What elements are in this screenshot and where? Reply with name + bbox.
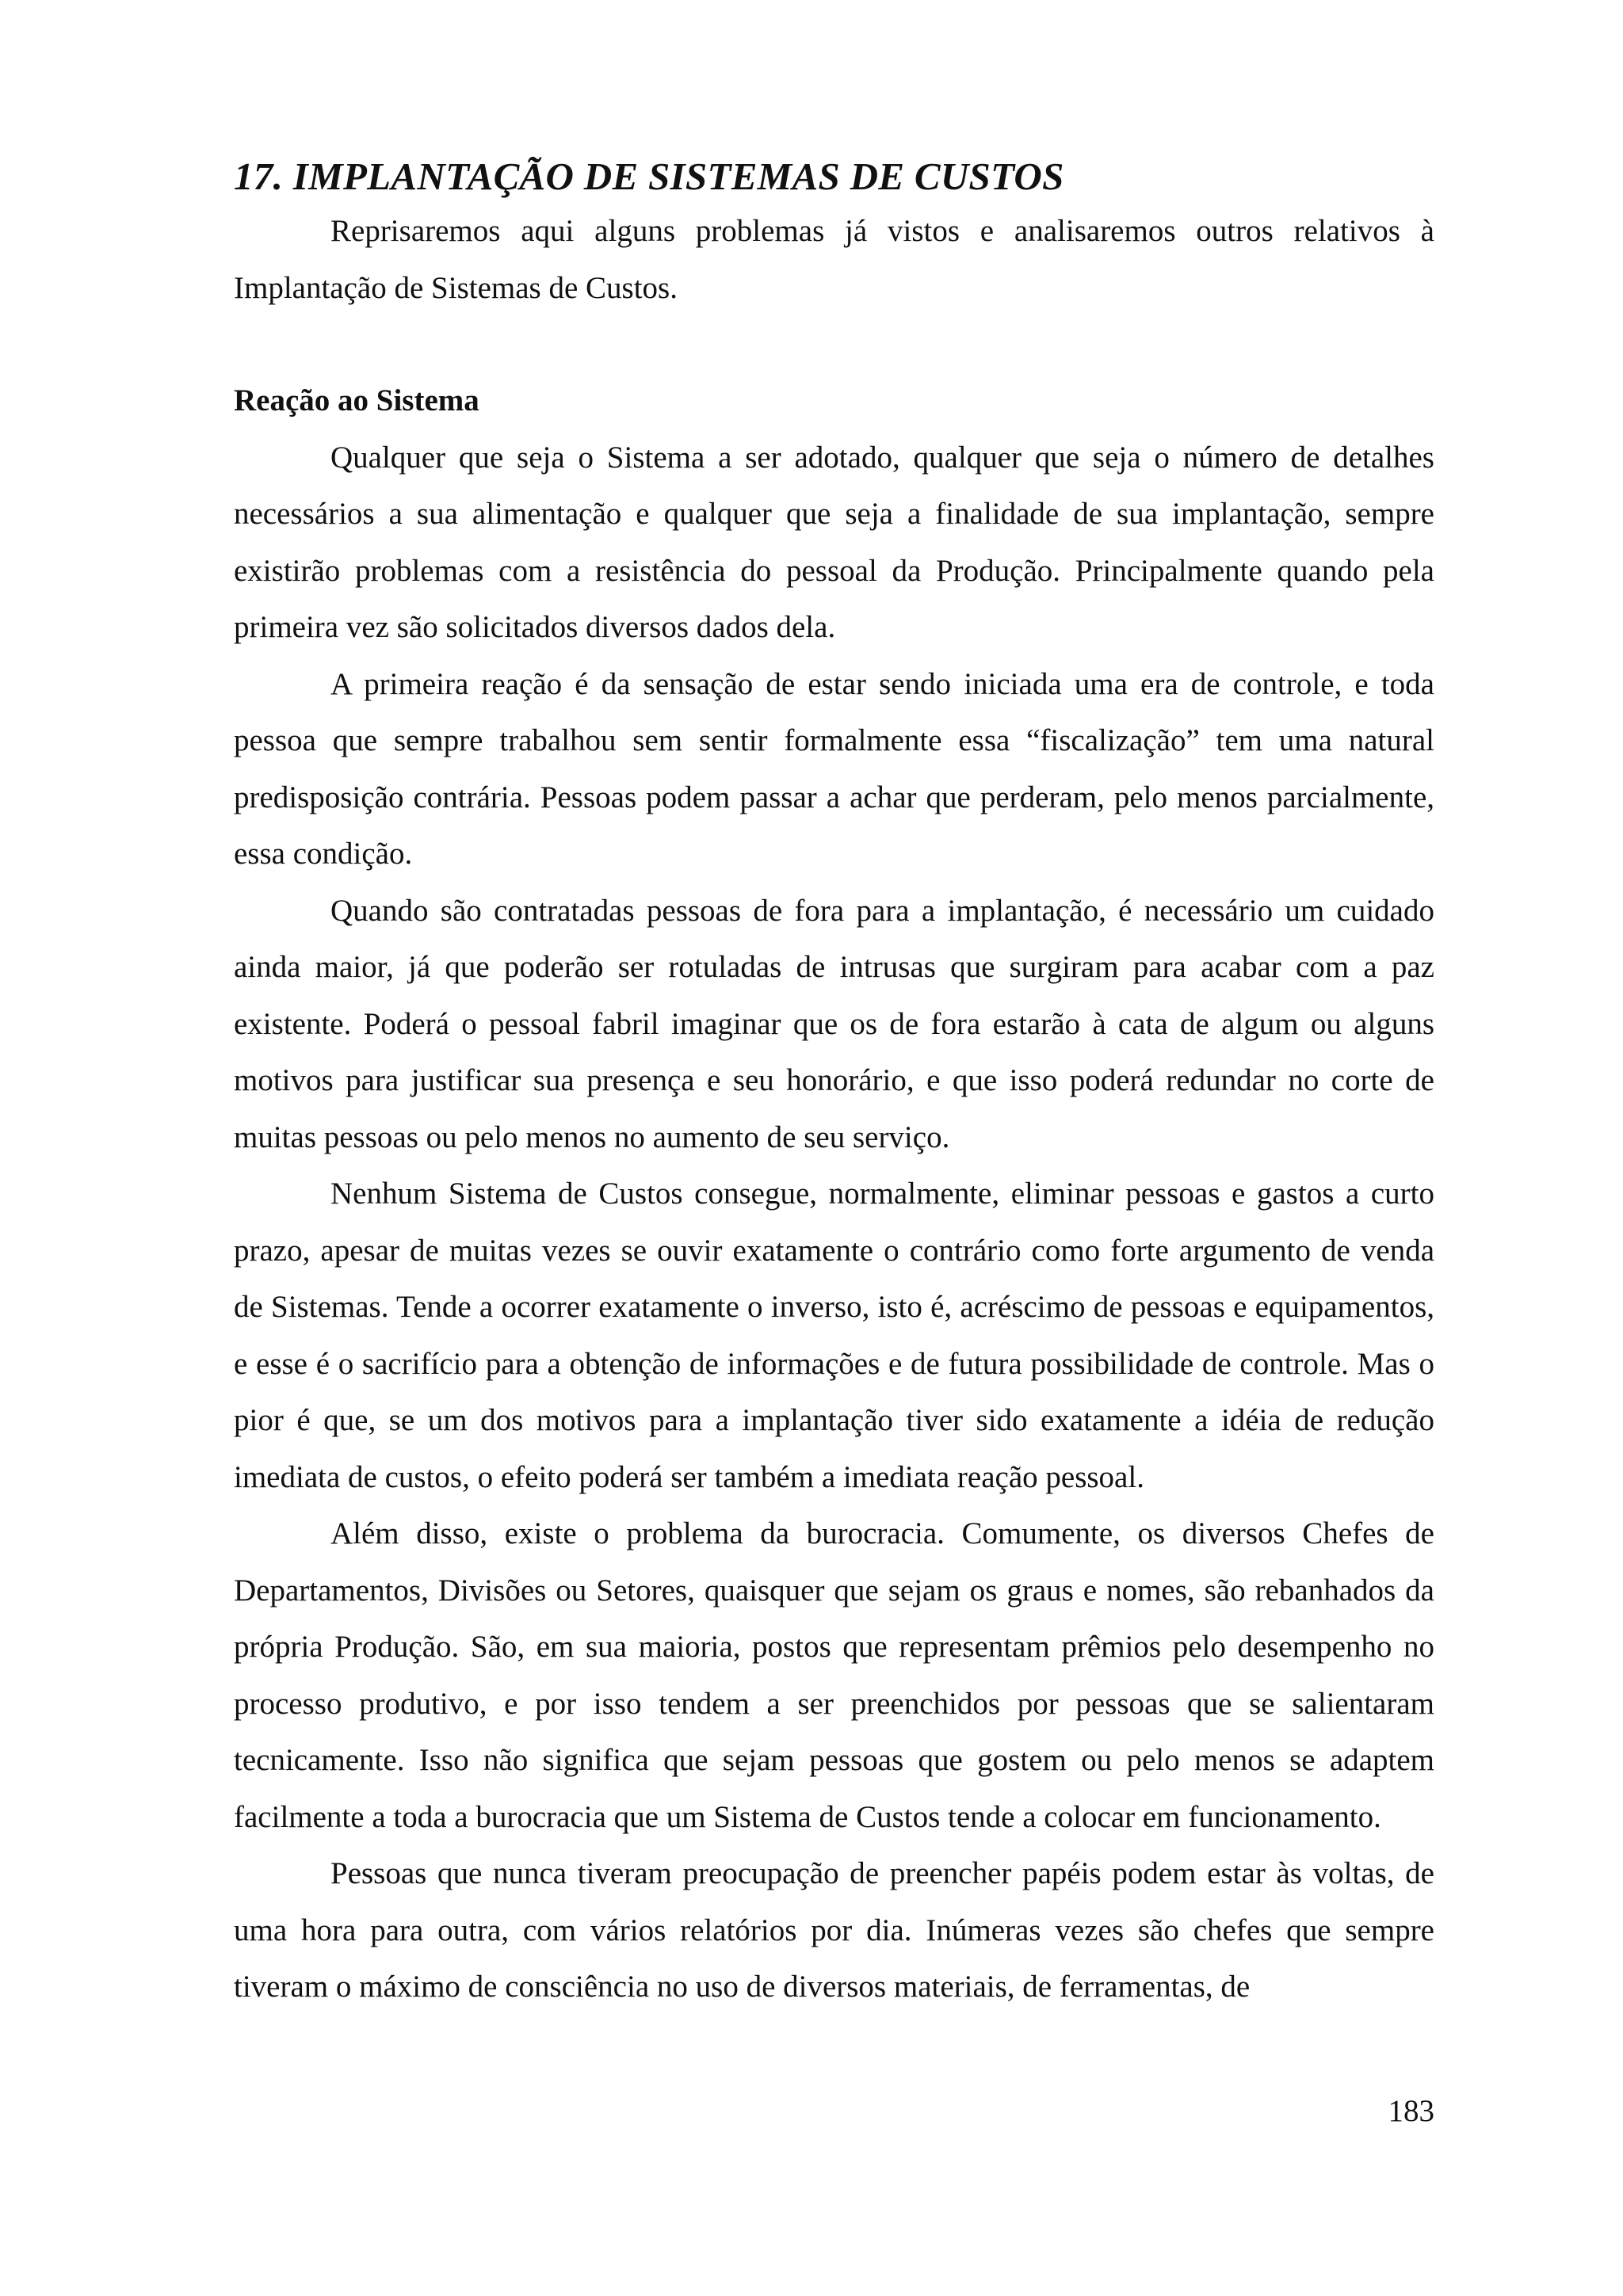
chapter-title: 17. IMPLANTAÇÃO DE SISTEMAS DE CUSTOS — [234, 154, 1064, 198]
body-paragraph: Quando são contratadas pessoas de fora para a implantação, é necessário um cuidado ainda maior, já que poderão ser rotuladas de intrusas que surgiram para acabar com a paz existente. Poderá o pessoal fabril imaginar que os de fora estarão à cata de algum ou alguns motivos para justificar sua presença e seu honorário, e que isso poderá redundar no corte de muitas pessoas ou pelo menos no aumento de seu serviço. — [234, 893, 1434, 1154]
document-page — [234, 151, 1434, 2250]
body-paragraph: A primeira reação é da sensação de estar sendo iniciada uma era de controle, e toda pessoa que sempre trabalhou sem sentir formalmente essa “fiscalização” tem uma natural predisposição contrária. Pessoas podem passar a achar que perderam, pelo menos parcialmente, essa condição. — [234, 666, 1434, 871]
intro-paragraph: Reprisaremos aqui alguns problemas já vistos e analisaremos outros relativos à Implantação de Sistemas de Custos. — [234, 214, 1434, 305]
page-number: 183 — [1388, 2094, 1434, 2128]
body-paragraph: Além disso, existe o problema da burocracia. Comumente, os diversos Chefes de Departamentos, Divisões ou Setores, quaisquer que sejam os graus e nomes, são rebanhados da própria Produção. São, em sua maioria, postos que representam prêmios pelo desempenho no processo produtivo, e por isso tendem a ser preenchidos por pessoas que se salientaram tecnicamente. Isso não significa que sejam pessoas que gostem ou pelo menos se adaptem facilmente a toda a burocracia que um Sistema de Custos tende a colocar em funcionamento. — [234, 1516, 1434, 1834]
body-paragraph: Pessoas que nunca tiveram preocupação de preencher papéis podem estar às voltas, de uma hora para outra, com vários relatórios por dia. Inúmeras vezes são chefes que sempre tiveram o máximo de consciência no uso de diversos materiais, de ferramentas, de — [234, 1856, 1434, 2004]
body-paragraph: Nenhum Sistema de Custos consegue, normalmente, eliminar pessoas e gastos a curto prazo, apesar de muitas vezes se ouvir exatamente o contrário como forte argumento de venda de Sistemas. Tende a ocorrer exatamente o inverso, isto é, acréscimo de pessoas e equipamentos, e esse é o sacrifício para a obtenção de informações e de futura possibilidade de controle. Mas o pior é que, se um dos motivos para a implantação tiver sido exatamente a idéia de redução imediata de custos, o efeito poderá ser também a imediata reação pessoal. — [234, 1177, 1434, 1494]
body-paragraph: Qualquer que seja o Sistema a ser adotado, qualquer que seja o número de detalhes necessários a sua alimentação e qualquer que seja a finalidade de sua implantação, sempre existirão problemas com a resistência do pessoal da Produção. Principalmente quando pela primeira vez são solicitados diversos dados dela. — [234, 440, 1434, 644]
section-heading: Reação ao Sistema — [234, 383, 479, 418]
